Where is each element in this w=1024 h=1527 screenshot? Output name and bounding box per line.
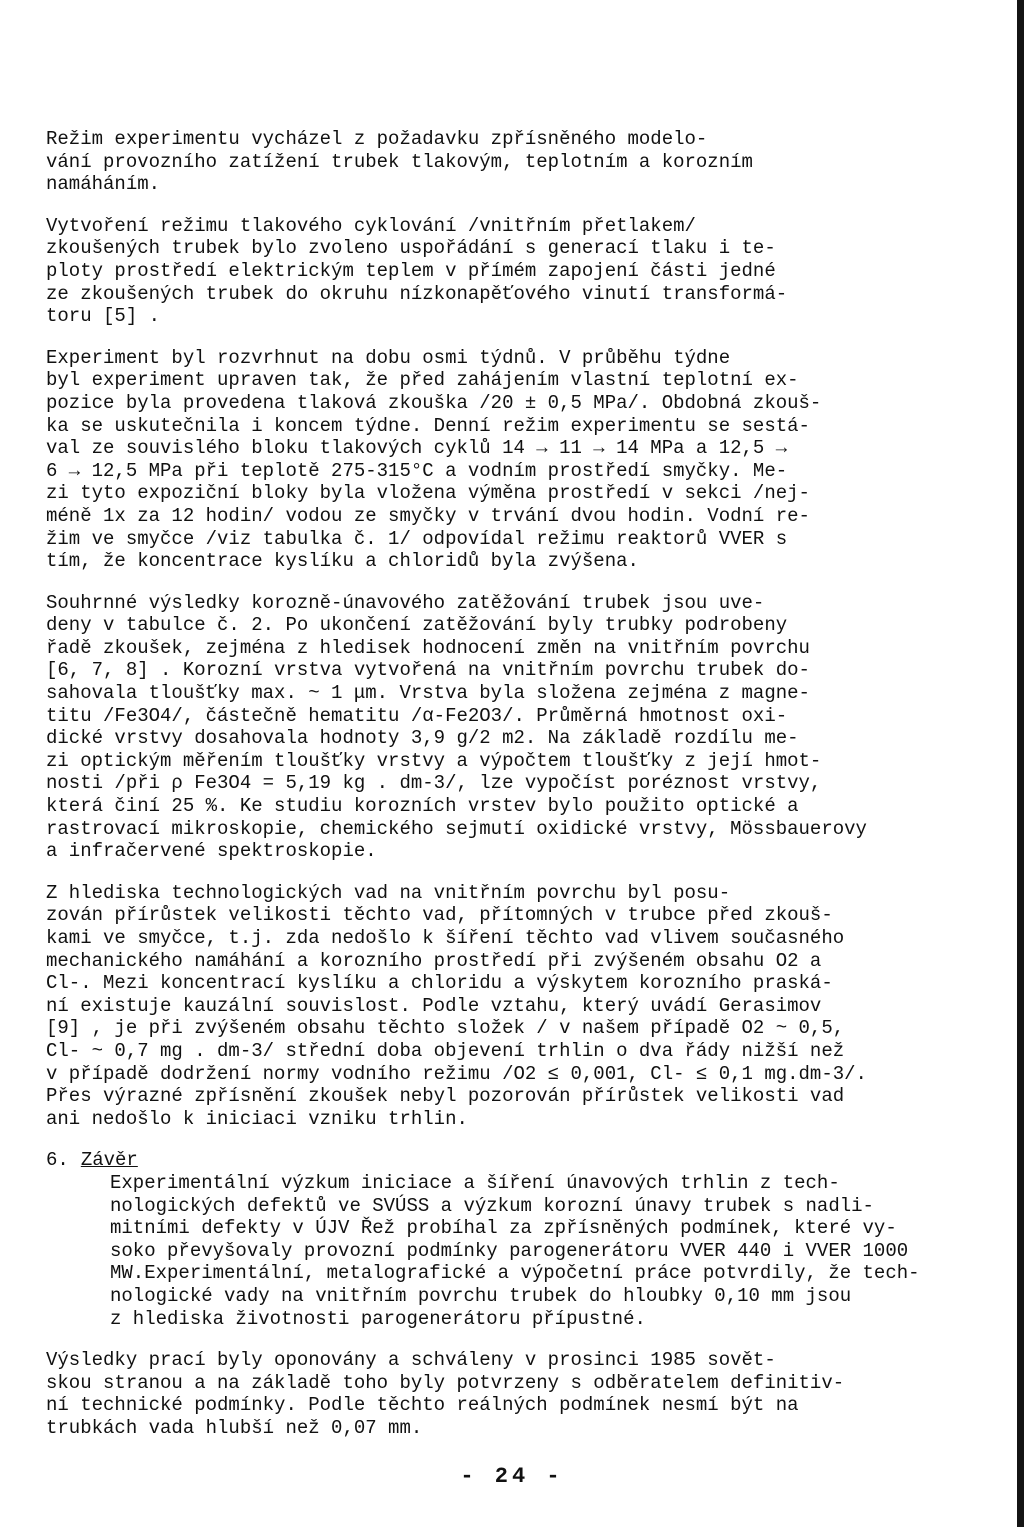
paragraph-cycling: Vytvoření režimu tlakového cyklování /vnitřním přetlakem/ zkoušených trubek bylo zvoleno uspořádání s generací tlaku i te- ploty prostředí elektrickým teplem v přímém zapojení části jedné ze zkoušených trubek do okruhu nízkonapěťového vinutí transformá- toru [5] . xyxy=(46,214,788,328)
scan-edge-shadow xyxy=(1017,0,1024,1527)
document-page xyxy=(46,128,996,1458)
paragraph-regime: Režim experimentu vycházel z požadavku zpřísněného modelo- vání provozního zatížení trubek tlakovým, teplotním a korozním namáháním. xyxy=(46,128,753,196)
conclusion-paragraph-2: Výsledky prací byly oponovány a schváleny v prosinci 1985 sovět- skou stranou a na základě toho byly potvrzeny s odběratelem definitiv- ní technické podmínky. Podle těchto reálných podmínek nesmí být na trubkách vada hlubší než 0,07 mm. xyxy=(46,1349,845,1439)
paragraph-defects: Z hlediska technologických vad na vnitřním povrchu byl posu- zován přírůstek velikosti těchto vad, přítomných v trubce před zkouš- kami ve smyčce, t.j. zda nedošlo k šíření těchto vad vlivem současného mechanického namáhání a korozního prostředí při zvýšeném obsahu O2 a Cl-. Mezi koncentrací kyslíku a chloridu a výskytem korozního praská- ní existuje kauzální souvislost. Podle vztahu, který uvádí Gerasimov [9] , je při zvýšeném obsahu těchto složek / v našem případě O2 ~ 0,5, Cl- ~ 0,7 mg . dm-3/ střední doba objevení trhlin o dva řády nižší než v případě dodržení normy vodního režimu /O2 ≤ 0,001, Cl- ≤ 0,1 mg.dm-3/. Přes výrazné zpřísnění zkoušek nebyl pozorován přírůstek velikosti vad ani nedošlo k iniciaci vzniku trhlin. xyxy=(46,881,867,1130)
section-heading xyxy=(46,1149,996,1172)
paragraph-experiment: Experiment byl rozvrhnut na dobu osmi týdnů. V průběhu týdne byl experiment upraven tak, že před zahájením vlastní teplotní ex- pozice byla provedena tlaková zkouška /20 ± 0,5 MPa/. Obdobná zkouš- ka se uskutečnila i koncem týdne. Denní režim experimentu se sestá- val ze souvislého bloku tlakových cyklů 14 → 11 → 14 MPa a 12,5 → 6 → 12,5 MPa při teplotě 275-315°C a vodním prostředí smyčky. Me- zi tyto expoziční bloky byla vložena výměna prostředí v sekci /nej- méně 1x za 12 hodin/ vodou ze smyčky v trvání dvou hodin. Vodní re- žim ve smyčce /viz tabulka č. 1/ odpovídal režimu reaktorů VVER s tím, že koncentrace kyslíku a chloridů byla zvýšena. xyxy=(46,346,822,573)
page-number: - 24 - xyxy=(460,1464,564,1489)
section-conclusion xyxy=(46,1149,996,1439)
section-title: Závěr xyxy=(80,1149,138,1172)
paragraph-results: Souhrnné výsledky korozně-únavového zatěžování trubek jsou uve- deny v tabulce č. 2. Po ukončení zatěžování byly trubky podrobeny řadě zkoušek, zejména z hledisek hodnocení změn na vnitřním povrchu [6, 7, 8] . Korozní vrstva vytvořená na vnitřním povrchu trubek do- sahovala tloušťky max. ~ 1 μm. Vrstva byla složena zejména z magne- titu /Fe3O4/, částečně hematitu /α-Fe2O3/. Průměrná hmotnost oxi- dické vrstvy dosahovala hodnoty 3,9 g/2 m2. Na základě rozdílu me- zi optickým měřením tloušťky vrstvy a výpočtem tloušťky z její hmot- nosti /při ρ Fe3O4 = 5,19 kg . dm-3/, lze vypočíst poréznost vrstvy, která činí 25 %. Ke studiu korozních vrstev bylo použito optické a rastrovací mikroskopie, chemického sejmutí oxidické vrstvy, Mössbauerovy a infračervené spektroskopie. xyxy=(46,591,867,863)
section-number: 6. xyxy=(46,1149,69,1172)
conclusion-paragraph-1: Experimentální výzkum iniciace a šíření únavových trhlin z tech- nologických defektů ve SVÚSS a výzkum korozní únavy trubek s nadli- mitními defekty v ÚJV Řež probíhal za zpřísněných podmínek, které vy- soko převyšovaly provozní podmínky parogenerátoru VVER 440 i VVER 1000 MW.Experimentální, metalografické a výpočetní práce potvrdily, že tech- nologické vady na vnitřním povrchu trubek do hloubky 0,10 mm jsou z hlediska životnosti parogenerátoru přípustné. xyxy=(110,1171,920,1330)
